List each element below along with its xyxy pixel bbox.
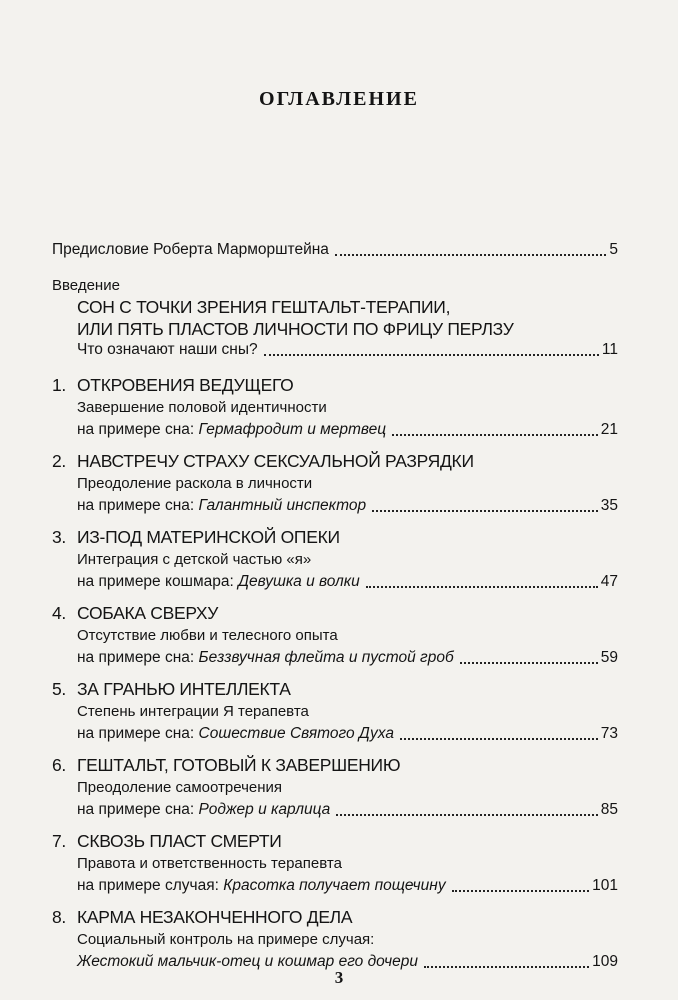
toc-entry-intro: [77, 336, 618, 360]
page-number: 3: [334, 968, 344, 987]
toc-entry-chapter: [77, 720, 618, 744]
chapter-heading: ОТКРОВЕНИЯ ВЕДУЩЕГО: [77, 375, 294, 395]
chapter-number: 4.: [52, 603, 66, 623]
chapter-title: [52, 754, 400, 776]
toc-entry-chapter: [77, 872, 618, 896]
entry-text: [77, 648, 454, 668]
dot-leader: [400, 738, 598, 740]
dream-title: Галантный инспектор: [198, 497, 367, 514]
dot-leader: [392, 434, 598, 436]
dream-title: Жестокий мальчик-отец и кошмар его дочери: [77, 953, 418, 970]
chapter-number: 7.: [52, 831, 66, 851]
entry-prefix: на примере сна:: [77, 801, 199, 818]
chapter-heading: СОБАКА СВЕРХУ: [77, 603, 219, 623]
entry-text: [77, 800, 330, 820]
page-ref: 109: [592, 953, 618, 970]
page-ref: 21: [600, 421, 618, 438]
chapter-title: [52, 526, 340, 548]
intro-heading-2: ИЛИ ПЯТЬ ПЛАСТОВ ЛИЧНОСТИ ПО ФРИЦУ ПЕРЛЗУ: [77, 319, 514, 339]
dot-leader: [460, 662, 598, 664]
toc-entry-chapter: [77, 492, 618, 516]
entry-prefix: на примере кошмара:: [77, 573, 239, 590]
entry-text: [77, 876, 446, 896]
chapter-number: 2.: [52, 451, 66, 471]
dream-title: Сошествие Святого Духа: [198, 725, 394, 742]
page-ref: 85: [600, 801, 618, 818]
chapter-heading: ГЕШТАЛЬТ, ГОТОВЫЙ К ЗАВЕРШЕНИЮ: [77, 755, 401, 775]
chapter-subtitle: Степень интеграции Я терапевта: [77, 703, 309, 720]
dream-title: Красотка получает пощечину: [223, 877, 446, 894]
chapter-title: [52, 830, 282, 852]
chapter-subtitle: Интеграция с детской частью «я»: [77, 551, 312, 568]
chapter-number: 8.: [52, 907, 66, 927]
dot-leader: [264, 354, 599, 356]
toc-entry-preface: [52, 236, 618, 260]
dream-title: Роджер и карлица: [198, 801, 331, 818]
chapter-title: [52, 906, 352, 928]
page-ref: 35: [600, 497, 618, 514]
entry-prefix: на примере сна:: [77, 497, 199, 514]
chapter-subtitle: Преодоление раскола в личности: [77, 475, 313, 492]
toc-entry-chapter: [77, 568, 618, 592]
toc-entry-chapter: [77, 644, 618, 668]
entry-prefix: на примере сна:: [77, 725, 199, 742]
entry-text: [77, 420, 386, 440]
chapter-number: 3.: [52, 527, 66, 547]
entry-text: Что означают наши сны?: [77, 341, 258, 358]
chapter-heading: КАРМА НЕЗАКОНЧЕННОГО ДЕЛА: [77, 907, 353, 927]
chapter-title: [52, 678, 291, 700]
page-ref: 5: [609, 241, 618, 258]
entry-text: [77, 724, 394, 744]
dot-leader: [452, 890, 590, 892]
chapter-number: 5.: [52, 679, 66, 699]
entry-prefix: на примере случая:: [77, 877, 224, 894]
intro-heading-1: СОН С ТОЧКИ ЗРЕНИЯ ГЕШТАЛЬТ-ТЕРАПИИ,: [77, 297, 451, 317]
dot-leader: [366, 586, 598, 588]
chapter-subtitle: Правота и ответственность терапевта: [77, 855, 342, 872]
toc-entry-chapter: [77, 796, 618, 820]
dot-leader: [372, 510, 598, 512]
chapter-number: 1.: [52, 375, 66, 395]
dot-leader: [335, 254, 606, 256]
chapter-subtitle: Социальный контроль на примере случая:: [77, 931, 375, 948]
chapter-subtitle: Завершение половой идентичности: [77, 399, 327, 416]
page-ref: 101: [592, 877, 618, 894]
page-ref: 47: [600, 573, 618, 590]
dream-title: Девушка и волки: [238, 573, 360, 590]
page-ref: 11: [601, 341, 618, 358]
chapter-number: 6.: [52, 755, 66, 775]
chapter-subtitle: Отсутствие любви и телесного опыта: [77, 627, 338, 644]
chapter-heading: НАВСТРЕЧУ СТРАХУ СЕКСУАЛЬНОЙ РАЗРЯДКИ: [77, 451, 474, 471]
chapter-title: [52, 374, 293, 396]
entry-text: [77, 572, 360, 592]
page-ref: 73: [600, 725, 618, 742]
intro-label: Введение: [52, 277, 120, 294]
entry-prefix: на примере сна:: [77, 649, 199, 666]
dream-title: Беззвучная флейта и пустой гроб: [198, 649, 454, 666]
chapter-heading: ИЗ-ПОД МАТЕРИНСКОЙ ОПЕКИ: [77, 527, 340, 547]
toc-entry-chapter: [77, 416, 618, 440]
entry-text: [77, 496, 366, 516]
page-title: ОГЛАВЛЕНИЕ: [259, 88, 419, 110]
dot-leader: [336, 814, 597, 816]
chapter-heading: СКВОЗЬ ПЛАСТ СМЕРТИ: [77, 831, 282, 851]
entry-text: Предисловие Роберта Марморштейна: [52, 241, 329, 258]
entry-prefix: на примере сна:: [77, 421, 199, 438]
chapter-heading: ЗА ГРАНЬЮ ИНТЕЛЛЕКТА: [77, 679, 291, 699]
page-ref: 59: [600, 649, 618, 666]
dream-title: Гермафродит и мертвец: [198, 421, 387, 438]
chapter-title: [52, 602, 218, 624]
chapter-title: [52, 450, 474, 472]
chapter-subtitle: Преодоление самоотречения: [77, 779, 283, 796]
